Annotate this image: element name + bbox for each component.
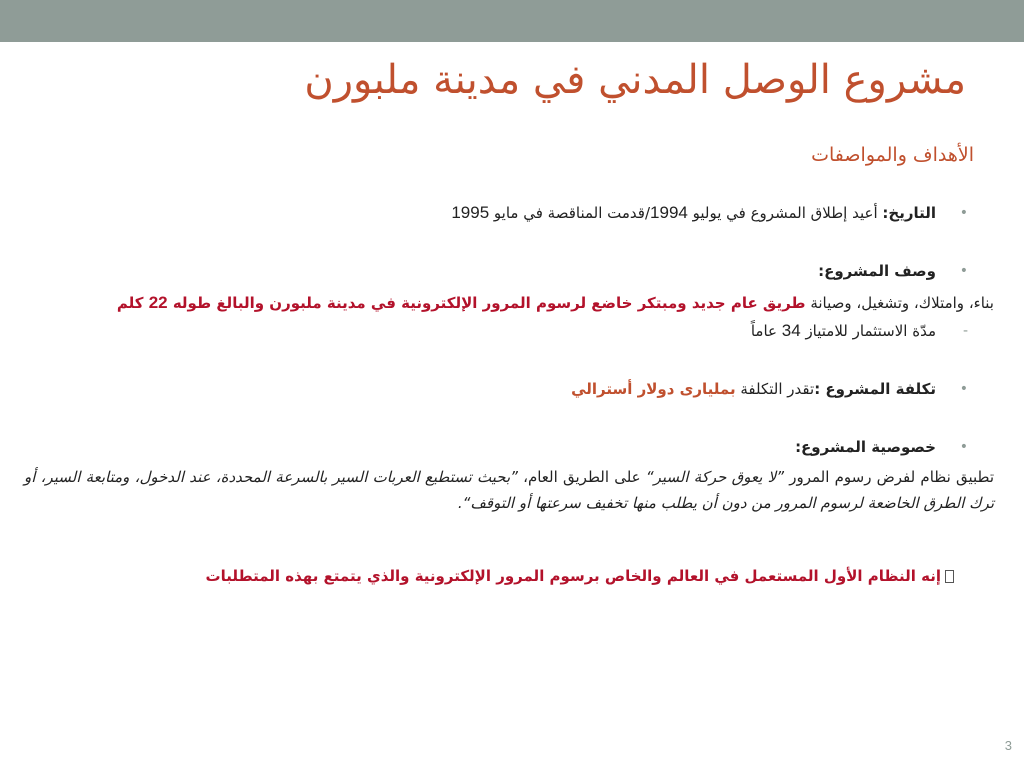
cost-bullet xyxy=(74,376,968,402)
slide-content xyxy=(24,200,994,604)
description-length-value: 22 xyxy=(148,293,168,312)
page-number: 3 xyxy=(1004,738,1012,753)
concession-years: 34 xyxy=(781,321,801,340)
history-label: التاريخ: xyxy=(882,204,936,222)
specificity-text-mid: على الطريق العام، xyxy=(517,468,646,486)
cost-text-highlight: بمليارى دولار أسترالي xyxy=(571,380,736,398)
concession-item xyxy=(74,318,968,344)
description-label: وصف المشروع: xyxy=(818,262,936,280)
history-text-b: /قدمت المناقصة في مايو xyxy=(489,204,651,222)
bullet-icon: • xyxy=(959,263,968,279)
concession-text-b: عاماً xyxy=(750,322,782,340)
specificity-label: خصوصية المشروع: xyxy=(795,438,936,456)
cost-label: تكلفة المشروع : xyxy=(814,380,936,398)
top-band xyxy=(0,0,1024,42)
description-text-highlight: طريق عام جديد ومبتكر خاضع لرسوم المرور الإلكترونية في مدينة ملبورن والبالغ طوله xyxy=(167,294,806,312)
specificity-quote-2: ”بحيث تستطيع العربات السير بالسرعة المحددة، عند الدخول، ومتابعة السير، أو ترك الطرق الخاضعة لرسوم المرور من دون أن يطلب منها تخفيف سرعتها أو التوقف“. xyxy=(24,468,994,512)
conclusion-text: إنه النظام الأول المستعمل في العالم والخاص برسوم المرور الإلكترونية والذي يتمتع بهذه المتطلبات xyxy=(205,567,941,585)
history-year-b: 1995 xyxy=(451,203,490,222)
specificity-paragraph xyxy=(24,464,1012,516)
specificity-text-plain: تطبيق نظام لفرض رسوم المرور xyxy=(784,468,994,486)
history-year-a: 1994 xyxy=(650,203,688,222)
history-bullet xyxy=(74,200,968,226)
checkbox-icon xyxy=(945,570,954,583)
dash-icon: - xyxy=(962,323,968,339)
bullet-icon: • xyxy=(959,205,968,221)
slide-title: مشروع الوصل المدني في مدينة ملبورن xyxy=(304,57,966,103)
specificity-bullet xyxy=(74,434,968,460)
description-text-plain: بناء، وامتلاك، وتشغيل، وصيانة xyxy=(805,294,994,312)
description-length-unit: كلم xyxy=(116,294,149,312)
slide-subtitle: الأهداف والمواصفات xyxy=(811,144,974,166)
bullet-icon: • xyxy=(959,439,968,455)
specificity-quote-1: ”لا يعوق حركة السير“ xyxy=(645,468,784,486)
description-bullet xyxy=(74,258,968,284)
conclusion-line xyxy=(74,563,954,589)
bullet-icon: • xyxy=(959,381,968,397)
concession-text-a: مدّة الاستثمار للامتياز xyxy=(800,322,936,340)
cost-text-plain: تقدر التكلفة xyxy=(735,380,815,398)
description-paragraph xyxy=(24,290,1012,316)
history-text-a: أعيد إطلاق المشروع في يوليو xyxy=(687,204,883,222)
